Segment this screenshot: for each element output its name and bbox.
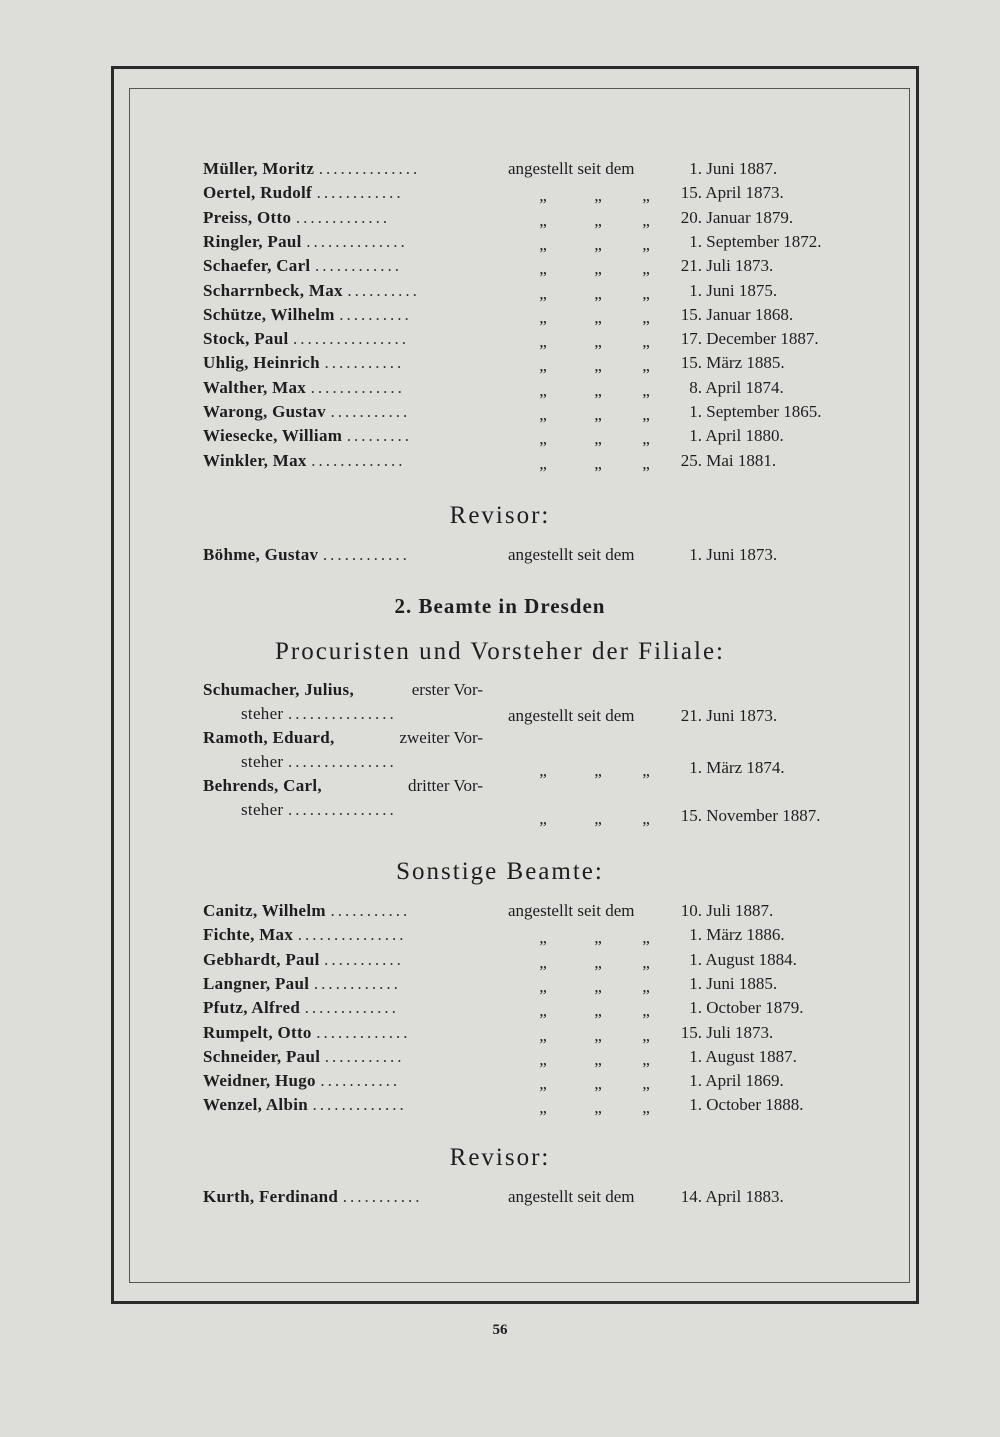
date-month-year: Juli 1887. — [706, 901, 774, 920]
date-month-year: October 1879. — [706, 998, 804, 1018]
date-month-year: Januar 1868. — [706, 304, 794, 324]
leader-dots: ............. — [295, 207, 391, 227]
ditto-mark: „ — [642, 429, 650, 449]
employee-name — [203, 157, 493, 181]
procurist-line-2 — [241, 798, 531, 822]
leader-dots: ............ — [316, 183, 404, 203]
employee-name — [203, 206, 493, 230]
table-row — [0, 1069, 1000, 1093]
leader-dots: ........... — [324, 353, 405, 373]
date-month-year: September 1865. — [706, 402, 822, 421]
ditto-mark: „ — [642, 356, 650, 376]
ditto-mark: „ — [642, 380, 650, 400]
employment-prefix: angestellt seit dem — [508, 901, 635, 920]
ditto-mark: „ — [539, 928, 547, 948]
table-row — [0, 948, 1000, 972]
ditto-mark: „ — [594, 259, 602, 279]
date-day: 1. — [689, 949, 702, 969]
date-month-year: März 1874. — [706, 758, 785, 777]
date-day: 1. — [689, 925, 702, 945]
ditto-mark: „ — [539, 952, 547, 972]
date-day: 20. — [680, 207, 702, 227]
employee-name — [203, 1093, 493, 1117]
ditto-mark: „ — [539, 186, 547, 206]
ditto-mark: „ — [594, 307, 602, 327]
ditto-mark: „ — [594, 186, 602, 206]
date-month-year: December 1887. — [706, 329, 819, 349]
employee-name — [203, 230, 493, 254]
date-day: 25. — [680, 450, 702, 470]
date-month-year: April 1869. — [705, 1071, 784, 1091]
date-day: 15. — [680, 1022, 702, 1042]
employee-name — [203, 449, 493, 473]
table-row — [0, 1045, 1000, 1069]
employee-name — [203, 1069, 493, 1093]
table-row — [0, 181, 1000, 205]
employee-name-text: Pfutz, Alfred — [203, 998, 301, 1018]
leader-dots: ......... — [346, 426, 413, 446]
table-row — [0, 702, 1000, 726]
employee-name-text: Canitz, Wilhelm — [203, 901, 326, 920]
date-month-year: April 1874. — [705, 377, 784, 397]
table-row — [0, 1185, 1000, 1209]
ditto-mark: „ — [642, 234, 650, 254]
employment-date — [670, 996, 845, 1020]
employee-name-text: Weidner, Hugo — [203, 1071, 316, 1091]
leader-dots: .............. — [306, 231, 408, 251]
leader-dots: ............ — [313, 973, 401, 993]
ditto-mark: „ — [642, 928, 650, 948]
ditto-mark: „ — [539, 405, 547, 424]
ditto-mark: „ — [594, 952, 602, 972]
date-day: 1. — [689, 231, 702, 251]
table-row — [0, 157, 1000, 181]
ditto-mark: „ — [594, 210, 602, 230]
date-day: 1. — [689, 1095, 702, 1115]
date-month-year: Januar 1879. — [706, 207, 794, 227]
procurist-role: dritter Vor- — [407, 776, 483, 795]
date-day: 8. — [689, 377, 702, 397]
table-row — [0, 400, 1000, 424]
procurist-line-1 — [203, 774, 493, 798]
ditto-mark: „ — [642, 809, 650, 828]
leader-dots: ............ — [315, 256, 402, 276]
ditto-mark: „ — [594, 234, 602, 254]
employment-date — [670, 923, 845, 947]
employee-name — [203, 899, 493, 923]
page-number: 56 — [492, 1322, 508, 1338]
employee-name-text: Scharrnbeck, Max — [203, 280, 343, 300]
date-month-year: April 1880. — [705, 426, 784, 446]
employment-date — [670, 351, 845, 375]
procurist-role: zweiter Vor- — [399, 728, 483, 747]
leader-dots: ........... — [330, 901, 411, 920]
date-month-year: März 1885. — [706, 353, 785, 373]
date-month-year: April 1883. — [705, 1187, 784, 1206]
employment-date — [670, 1185, 845, 1209]
ditto-mark: „ — [642, 976, 650, 996]
date-day: 15. — [680, 304, 702, 324]
date-day: 1. — [689, 402, 702, 421]
employee-name-text: Warong, Gustav — [203, 402, 326, 421]
procurist-name: Schumacher, Julius, — [203, 680, 355, 699]
leader-dots: ........... — [342, 1187, 423, 1206]
ditto-mark: „ — [594, 928, 602, 948]
date-day: 21. — [680, 706, 702, 725]
employment-date — [670, 1021, 845, 1045]
date-day: 1. — [689, 973, 702, 993]
employment-date — [670, 303, 845, 327]
ditto-mark: „ — [594, 809, 602, 828]
date-month-year: Juni 1875. — [706, 280, 778, 300]
table-row — [0, 899, 1000, 923]
leader-dots: ............. — [311, 450, 406, 470]
employment-date — [670, 704, 845, 728]
date-day: 15. — [680, 183, 702, 203]
employee-name — [203, 254, 493, 278]
procurist-line-2 — [241, 702, 531, 726]
leader-dots: ........... — [324, 1046, 405, 1066]
ditto-mark: „ — [594, 283, 602, 303]
employee-name — [203, 996, 493, 1020]
ditto-mark: „ — [539, 429, 547, 449]
table-row — [0, 798, 1000, 828]
employment-date — [670, 972, 845, 996]
leader-dots: ............. — [312, 1095, 407, 1115]
ditto-mark: „ — [594, 453, 602, 473]
leader-dots: ........... — [320, 1071, 401, 1091]
table-row — [0, 1093, 1000, 1117]
ditto-mark: „ — [594, 405, 602, 424]
ditto-mark: „ — [539, 453, 547, 473]
date-day: 1. — [689, 159, 702, 178]
ditto-mark: „ — [594, 332, 602, 352]
leader-dots: ............ — [322, 545, 410, 564]
employee-name — [203, 351, 493, 375]
ditto-mark: „ — [642, 1098, 650, 1118]
ditto-mark: „ — [539, 1098, 547, 1118]
employee-name-text: Böhme, Gustav — [203, 545, 319, 564]
ditto-mark: „ — [539, 210, 547, 230]
ditto-mark: „ — [594, 1098, 602, 1118]
ditto-mark: „ — [594, 1025, 602, 1045]
date-day: 1. — [689, 426, 702, 446]
ditto-mark: „ — [594, 1001, 602, 1021]
ditto-mark: „ — [642, 1025, 650, 1045]
table-row — [0, 972, 1000, 996]
employee-name — [203, 923, 493, 947]
table-row — [0, 376, 1000, 400]
procurist-role-cont: steher — [241, 800, 284, 819]
employee-name-text: Ringler, Paul — [203, 231, 302, 251]
date-day: 1. — [689, 758, 702, 777]
employment-date — [670, 327, 845, 351]
employee-name — [203, 327, 493, 351]
date-month-year: September 1872. — [706, 231, 822, 251]
ditto-mark: „ — [539, 307, 547, 327]
date-month-year: August 1884. — [705, 949, 797, 969]
ditto-mark: „ — [539, 809, 547, 828]
employee-name — [203, 948, 493, 972]
procurist-line-1 — [203, 726, 493, 750]
ditto-mark: „ — [642, 1074, 650, 1094]
employee-name-text: Stock, Paul — [203, 329, 289, 349]
leader-dots: ............... — [297, 925, 407, 945]
ditto-mark: „ — [642, 1049, 650, 1069]
date-month-year: Juli 1873. — [706, 256, 774, 276]
date-month-year: Juli 1873. — [706, 1022, 774, 1042]
table-row — [0, 923, 1000, 947]
employment-date — [670, 254, 845, 278]
table-row — [0, 254, 1000, 278]
date-month-year: Juni 1887. — [706, 159, 778, 178]
employee-name — [203, 303, 493, 327]
employment-date — [670, 899, 845, 923]
procurist-name: Ramoth, Eduard, — [203, 728, 335, 747]
ditto-mark: „ — [539, 1025, 547, 1045]
employee-name-text: Fichte, Max — [203, 925, 294, 945]
ditto-mark: „ — [539, 234, 547, 254]
date-month-year: März 1886. — [706, 925, 785, 945]
leader-dots: .............. — [318, 159, 421, 178]
table-row — [0, 279, 1000, 303]
ditto-mark: „ — [539, 283, 547, 303]
date-month-year: November 1887. — [706, 806, 821, 825]
table-row — [0, 750, 1000, 780]
date-month-year: October 1888. — [706, 1095, 804, 1115]
ditto-mark: „ — [594, 1074, 602, 1094]
date-day: 1. — [689, 280, 702, 300]
leader-dots: ............. — [304, 998, 399, 1018]
ditto-mark: „ — [594, 380, 602, 400]
ditto-mark: „ — [594, 356, 602, 376]
employee-name-text: Rumpelt, Otto — [203, 1022, 312, 1042]
date-month-year: August 1887. — [705, 1046, 797, 1066]
ditto-mark: „ — [594, 1049, 602, 1069]
leader-dots: ........... — [330, 402, 411, 421]
employment-date — [670, 376, 845, 400]
procurist-role-cont: steher — [241, 752, 284, 771]
table-row — [0, 543, 1000, 567]
employment-date — [670, 948, 845, 972]
leader-dots: ............... — [287, 800, 397, 819]
table-row — [0, 351, 1000, 375]
ditto-mark: „ — [539, 332, 547, 352]
employee-name-text: Wiesecke, William — [203, 426, 343, 446]
employee-name — [203, 1021, 493, 1045]
employment-date — [670, 206, 845, 230]
date-day: 1. — [689, 1071, 702, 1091]
employment-prefix: angestellt seit dem — [508, 545, 635, 564]
employment-date — [670, 230, 845, 254]
ditto-mark: „ — [642, 761, 650, 780]
employment-date — [670, 543, 845, 567]
date-month-year: April 1873. — [705, 183, 784, 203]
sonstige-heading: Sonstige Beamte: — [396, 858, 604, 885]
date-day: 14. — [680, 1187, 702, 1206]
employee-name — [203, 543, 493, 567]
employee-name — [203, 1185, 493, 1209]
ditto-mark: „ — [642, 332, 650, 352]
procurist-line-2 — [241, 750, 531, 774]
leader-dots: ............. — [316, 1022, 411, 1042]
employment-prefix: angestellt seit dem — [508, 159, 635, 178]
employment-date — [670, 424, 845, 448]
table-row — [0, 327, 1000, 351]
employee-name-text: Kurth, Ferdinand — [203, 1187, 339, 1206]
revisor-heading-1: Revisor: — [449, 502, 551, 529]
ditto-mark: „ — [539, 1001, 547, 1021]
ditto-mark: „ — [642, 307, 650, 327]
employee-name-text: Wenzel, Albin — [203, 1095, 308, 1115]
date-month-year: Juni 1873. — [706, 545, 778, 564]
revisor-heading-2: Revisor: — [449, 1144, 551, 1171]
date-month-year: Juni 1885. — [706, 973, 778, 993]
employee-name-text: Oertel, Rudolf — [203, 183, 313, 203]
procurist-name: Behrends, Carl, — [203, 776, 322, 795]
ditto-mark: „ — [539, 976, 547, 996]
employee-name-text: Walther, Max — [203, 377, 307, 397]
ditto-mark: „ — [539, 380, 547, 400]
leader-dots: .......... — [347, 280, 420, 300]
ditto-mark: „ — [539, 356, 547, 376]
ditto-mark: „ — [594, 976, 602, 996]
date-day: 10. — [680, 901, 702, 920]
ditto-mark: „ — [539, 761, 547, 780]
ditto-mark: „ — [642, 405, 650, 424]
ditto-mark: „ — [642, 1001, 650, 1021]
ditto-mark: „ — [642, 186, 650, 206]
employment-date — [670, 449, 845, 473]
ditto-mark: „ — [539, 1049, 547, 1069]
employee-name-text: Schneider, Paul — [203, 1046, 321, 1066]
employee-name-text: Uhlig, Heinrich — [203, 353, 320, 373]
employee-name-text: Müller, Moritz — [203, 159, 315, 178]
leader-dots: ............. — [310, 377, 405, 397]
employment-date — [670, 181, 845, 205]
employee-name-text: Schaefer, Carl — [203, 256, 311, 276]
date-day: 21. — [680, 256, 702, 276]
employee-name-text: Gebhardt, Paul — [203, 949, 320, 969]
employment-date — [670, 1069, 845, 1093]
employee-name — [203, 400, 493, 424]
ditto-mark: „ — [642, 210, 650, 230]
ditto-mark: „ — [594, 761, 602, 780]
ditto-mark: „ — [594, 429, 602, 449]
date-day: 1. — [689, 1046, 702, 1066]
employee-name — [203, 279, 493, 303]
date-day: 15. — [680, 806, 702, 825]
employee-name — [203, 1045, 493, 1069]
section-title: 2. Beamte in Dresden — [394, 594, 606, 618]
employee-name-text: Winkler, Max — [203, 450, 307, 470]
employment-prefix: angestellt seit dem — [508, 1187, 635, 1206]
employment-prefix: angestellt seit dem — [508, 706, 635, 725]
ditto-mark: „ — [642, 259, 650, 279]
ditto-mark: „ — [539, 259, 547, 279]
employment-date — [670, 1093, 845, 1117]
table-row — [0, 303, 1000, 327]
employee-name — [203, 376, 493, 400]
leader-dots: ............... — [287, 704, 397, 723]
procuristen-heading: Procuristen und Vorsteher der Filiale: — [274, 638, 725, 665]
procurist-line-1 — [203, 678, 493, 702]
leader-dots: .......... — [339, 304, 412, 324]
table-row — [0, 206, 1000, 230]
employment-date — [670, 804, 845, 828]
employment-date — [670, 400, 845, 424]
ditto-mark: „ — [539, 1074, 547, 1094]
date-day: 17. — [680, 329, 702, 349]
table-row — [0, 230, 1000, 254]
employment-date — [670, 1045, 845, 1069]
date-month-year: Juni 1873. — [706, 706, 778, 725]
ditto-mark: „ — [642, 283, 650, 303]
employment-date — [670, 756, 845, 780]
table-row — [0, 1021, 1000, 1045]
procurist-role-cont: steher — [241, 704, 284, 723]
leader-dots: ........... — [324, 949, 404, 969]
procurist-role: erster Vor- — [411, 680, 483, 699]
employee-name — [203, 424, 493, 448]
employee-name-text: Preiss, Otto — [203, 207, 292, 227]
employee-name-text: Schütze, Wilhelm — [203, 304, 335, 324]
table-row — [0, 449, 1000, 473]
date-day: 1. — [689, 545, 702, 564]
table-row — [0, 424, 1000, 448]
employee-name — [203, 181, 493, 205]
leader-dots: ................ — [293, 329, 410, 349]
ditto-mark: „ — [642, 453, 650, 473]
date-day: 1. — [689, 998, 702, 1018]
employee-name-text: Langner, Paul — [203, 973, 310, 993]
date-month-year: Mai 1881. — [706, 450, 777, 470]
employment-date — [670, 279, 845, 303]
date-day: 15. — [680, 353, 702, 373]
ditto-mark: „ — [642, 952, 650, 972]
employment-date — [670, 157, 845, 181]
employee-name — [203, 972, 493, 996]
table-row — [0, 996, 1000, 1020]
leader-dots: ............... — [287, 752, 397, 771]
